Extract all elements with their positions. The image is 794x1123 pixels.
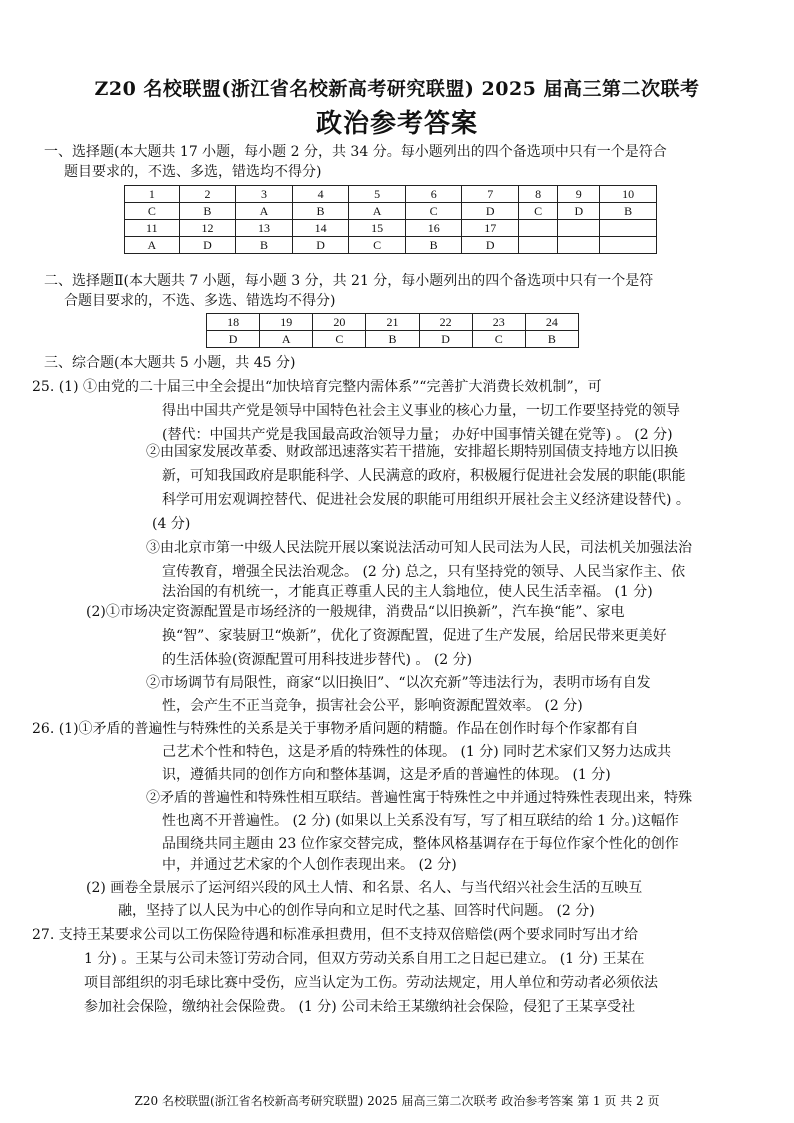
page-footer: Z20 名校联盟(浙江省名校新高考研究联盟) 2025 届高三第二次联考 政治参考答案 第 1 页 共 2 页 bbox=[134, 1094, 660, 1108]
section1-intro-line2: 题目要求的，不选、多选，错选均不得分) bbox=[64, 164, 322, 180]
answer-table-row bbox=[207, 314, 579, 331]
q25-line: 法治国的有机统一，才能真正尊重人民的主人翁地位，使人民生活幸福。 (1 分) bbox=[162, 584, 653, 600]
answer-letter-cell: C bbox=[472, 331, 525, 348]
question-number-cell bbox=[600, 220, 657, 237]
answer-table-row bbox=[125, 203, 657, 220]
question-number-cell: 4 bbox=[292, 186, 349, 203]
question-number-cell: 6 bbox=[405, 186, 462, 203]
answer-table-row bbox=[125, 220, 657, 237]
q26-line: 品围绕共同主题由 23 位作家交替完成，整体风格基调存在于每位作家个性化的创作 bbox=[162, 836, 679, 852]
answer-letter-cell: C bbox=[519, 203, 558, 220]
question-number-cell: 7 bbox=[462, 186, 519, 203]
answer-letter-cell: B bbox=[525, 331, 578, 348]
q27-line: 1 分) 。王某与公司未签订劳动合同，但双方劳动关系自用工之日起已建立。 (1 分) 王某在 bbox=[84, 951, 645, 967]
question-number-cell: 8 bbox=[519, 186, 558, 203]
section3-heading: 三、综合题(本大题共 5 小题，共 45 分) bbox=[44, 355, 296, 371]
answer-letter-cell: D bbox=[558, 203, 600, 220]
answer-table-row bbox=[125, 237, 657, 254]
answer-letter-cell: A bbox=[125, 237, 180, 254]
q25-line: (4 分) bbox=[152, 516, 191, 532]
answer-letter-cell: D bbox=[462, 203, 519, 220]
question-number-cell: 11 bbox=[125, 220, 180, 237]
question-number-cell: 23 bbox=[472, 314, 525, 331]
q25-line: 得出中国共产党是领导中国特色社会主义事业的核心力量，一切工作要坚持党的领导 bbox=[162, 403, 680, 419]
question-number-cell: 5 bbox=[349, 186, 406, 203]
answer-letter-cell bbox=[600, 237, 657, 254]
section2-intro-line2: 合题目要求的，不选、多选、错选均不得分) bbox=[64, 293, 336, 309]
q25-line: (替代：中国共产党是我国最高政治领导力量； 办好中国事情关键在党等) 。 (2 分) bbox=[162, 427, 673, 443]
question-number-cell: 20 bbox=[313, 314, 366, 331]
q26-line: 中，并通过艺术家的个人创作表现出来。 (2 分) bbox=[162, 857, 457, 873]
q25-line: 新，可知我国政府是职能科学、人民满意的政府，积极履行促进社会发展的职能(职能 bbox=[162, 468, 686, 484]
question-number-cell bbox=[558, 220, 600, 237]
answer-table-row bbox=[207, 331, 579, 348]
q25-line: ③由北京市第一中级人民法院开展以案说法活动可知人民司法为人民，司法机关加强法治 bbox=[146, 540, 692, 556]
answer-letter-cell bbox=[519, 237, 558, 254]
section1-answer-table bbox=[124, 185, 657, 254]
answer-letter-cell: B bbox=[179, 203, 236, 220]
question-number-cell: 10 bbox=[600, 186, 657, 203]
answer-letter-cell: D bbox=[462, 237, 519, 254]
q26-line: 26. (1)①矛盾的普遍性与特殊性的关系是关于事物矛盾问题的精髓。作品在创作时每个作家都有自 bbox=[32, 721, 639, 737]
question-number-cell: 19 bbox=[260, 314, 313, 331]
q26-line: 识，遵循共同的创作方向和整体基调，这是矛盾的普遍性的体现。 (1 分) bbox=[162, 767, 611, 783]
question-number-cell: 14 bbox=[292, 220, 349, 237]
question-number-cell: 15 bbox=[349, 220, 406, 237]
question-number-cell: 22 bbox=[419, 314, 472, 331]
q26-line: 己艺术个性和特色，这是矛盾的特殊性的体现。 (1 分) 同时艺术家们又努力达成共 bbox=[162, 744, 672, 760]
q25-line: ②市场调节有局限性，商家“以旧换旧”、“以次充新”等违法行为，表明市场有自发 bbox=[146, 675, 651, 691]
answer-letter-cell: C bbox=[349, 237, 406, 254]
answer-letter-cell bbox=[558, 237, 600, 254]
answer-letter-cell: C bbox=[313, 331, 366, 348]
q25-line: ②由国家发展改革委、财政部迅速落实若干措施，安排超长期特别国债支持地方以旧换 bbox=[146, 444, 678, 460]
answer-letter-cell: D bbox=[179, 237, 236, 254]
question-number-cell: 18 bbox=[207, 314, 260, 331]
q26-line: 融，坚持了以人民为中心的创作导向和立足时代之基、回答时代问题。 (2 分) bbox=[118, 903, 595, 919]
question-number-cell: 9 bbox=[558, 186, 600, 203]
question-number-cell: 12 bbox=[179, 220, 236, 237]
q25-line: 25. (1) ①由党的二十届三中全会提出“加快培育完整内需体系”“完善扩大消费长效机制”，可 bbox=[32, 379, 602, 395]
q27-line: 参加社会保险，缴纳社会保险费。 (1 分) 公司未给王某缴纳社会保险，侵犯了王某享受社 bbox=[84, 999, 636, 1015]
q25-line: 的生活体验(资源配置可用科技进步替代) 。 (2 分) bbox=[162, 652, 473, 668]
answer-letter-cell: B bbox=[366, 331, 419, 348]
answer-letter-cell: A bbox=[236, 203, 293, 220]
question-number-cell: 17 bbox=[462, 220, 519, 237]
answer-letter-cell: D bbox=[207, 331, 260, 348]
page-title: 政治参考答案 bbox=[315, 109, 478, 139]
answer-letter-cell: B bbox=[600, 203, 657, 220]
q25-line: (2)①市场决定资源配置是市场经济的一般规律，消费品“以旧换新”，汽车换“能”、家电 bbox=[86, 604, 625, 620]
answer-letter-cell: A bbox=[349, 203, 406, 220]
answer-letter-cell: A bbox=[260, 331, 313, 348]
question-number-cell: 3 bbox=[236, 186, 293, 203]
answer-letter-cell: B bbox=[292, 203, 349, 220]
question-number-cell: 24 bbox=[525, 314, 578, 331]
question-number-cell: 2 bbox=[179, 186, 236, 203]
answer-letter-cell: B bbox=[405, 237, 462, 254]
answer-letter-cell: D bbox=[419, 331, 472, 348]
question-number-cell: 16 bbox=[405, 220, 462, 237]
q27-line: 项目部组织的羽毛球比赛中受伤，应当认定为工伤。劳动法规定，用人单位和劳动者必须依法 bbox=[84, 975, 658, 991]
q26-line: (2) 画卷全景展示了运河绍兴段的风土人情、和名景、名人、与当代绍兴社会生活的互映互 bbox=[86, 880, 643, 896]
section2-answer-table bbox=[206, 313, 579, 348]
q25-line: 性，会产生不正当竞争，损害社会公平，影响资源配置效率。 (2 分) bbox=[162, 698, 583, 714]
answer-letter-cell: C bbox=[405, 203, 462, 220]
question-number-cell: 21 bbox=[366, 314, 419, 331]
answer-table-row bbox=[125, 186, 657, 203]
section2-intro-line1: 二、选择题Ⅱ(本大题共 7 小题，每小题 3 分，共 21 分，每小题列出的四个备选项中只有一个是符 bbox=[44, 273, 654, 289]
question-number-cell: 13 bbox=[236, 220, 293, 237]
q26-line: 性也离不开普遍性。 (2 分) (如果以上关系没有写，写了相互联结的给 1 分。)这幅作 bbox=[162, 813, 679, 829]
question-number-cell bbox=[519, 220, 558, 237]
q25-line: 科学可用宏观调控替代、促进社会发展的职能可用组织开展社会主义经济建设替代) 。 bbox=[162, 492, 690, 508]
answer-letter-cell: C bbox=[125, 203, 180, 220]
answer-letter-cell: B bbox=[236, 237, 293, 254]
q27-line: 27. 支持王某要求公司以工伤保险待遇和标准承担费用，但不支持双倍赔偿(两个要求同时写出才给 bbox=[32, 927, 639, 943]
q26-line: ②矛盾的普遍性和特殊性相互联结。普遍性寓于特殊性之中并通过特殊性表现出来，特殊 bbox=[146, 790, 692, 806]
q25-line: 换“智”、家装厨卫“焕新”，优化了资源配置，促进了生产发展，给居民带来更美好 bbox=[162, 628, 667, 644]
answer-letter-cell: D bbox=[292, 237, 349, 254]
exam-title: Z20 名校联盟(浙江省名校新高考研究联盟) 2025 届高三第二次联考 bbox=[94, 78, 700, 100]
question-number-cell: 1 bbox=[125, 186, 180, 203]
q25-line: 宣传教育，增强全民法治观念。 (2 分) 总之，只有坚持党的领导、人民当家作主、依 bbox=[162, 564, 686, 580]
section1-intro-line1: 一、选择题(本大题共 17 小题，每小题 2 分，共 34 分。每小题列出的四个备选项中只有一个是符合 bbox=[44, 144, 667, 160]
